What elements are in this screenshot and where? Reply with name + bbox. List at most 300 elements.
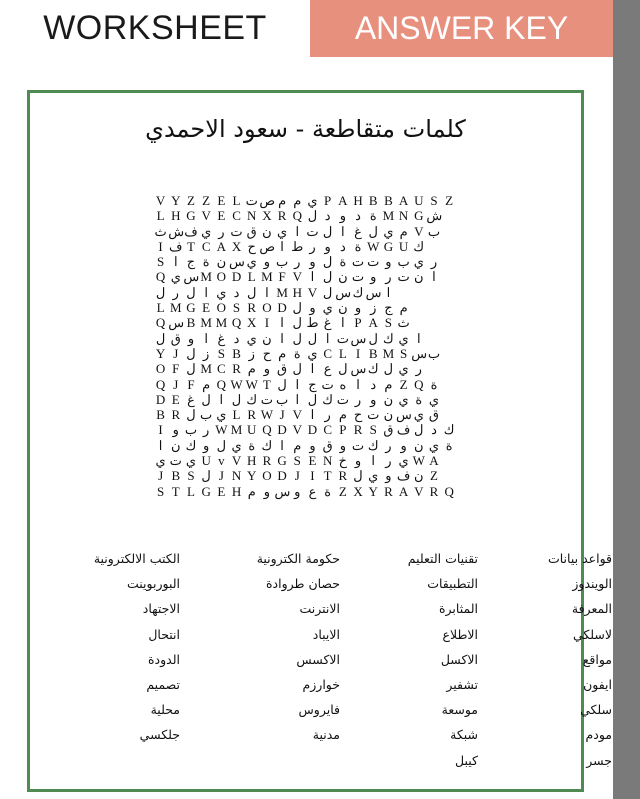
grid-cell: ل: [155, 284, 166, 300]
grid-cell: غ: [217, 330, 226, 346]
grid-cell: ن: [216, 254, 227, 270]
grid-cell: و: [370, 269, 377, 285]
word-list-item: الايباد: [312, 626, 340, 642]
grid-cell: ق: [383, 422, 394, 438]
grid-cell: W: [412, 453, 425, 469]
grid-cell: ق: [428, 407, 440, 423]
grid-cell: W: [367, 238, 380, 254]
grid-cell: ي: [246, 254, 257, 270]
grid-cell: S: [399, 345, 408, 361]
grid-cell: ل: [307, 330, 318, 346]
word-list-item: محلية: [150, 702, 180, 718]
grid-cell: ة: [415, 391, 423, 407]
grid-cell: N: [322, 453, 333, 469]
grid-cell: E: [217, 193, 226, 208]
grid-cell: د: [431, 422, 437, 438]
word-list-item: حكومة الكترونية: [256, 551, 340, 566]
grid-cell: G: [383, 238, 394, 254]
word-list: [40, 551, 612, 781]
grid-cell: C: [323, 345, 332, 361]
grid-cell: ا: [325, 330, 330, 346]
grid-cell: م: [278, 193, 287, 208]
grid-cell: ت: [169, 453, 182, 469]
word-list-item: تصميم: [146, 677, 180, 692]
grid-cell: V: [292, 407, 302, 423]
grid-cell: T: [323, 468, 332, 484]
grid-cell: ي: [216, 407, 227, 423]
grid-cell: M: [215, 315, 228, 331]
grid-cell: ن: [338, 269, 348, 285]
word-list-item: سلكي: [580, 702, 612, 718]
grid-cell: ل: [231, 391, 242, 407]
grid-cell: ة: [339, 254, 347, 270]
grid-cell: ل: [155, 330, 166, 346]
grid-cell: ل: [338, 361, 348, 377]
grid-cell: X: [231, 238, 242, 254]
grid-cell: D: [277, 300, 287, 316]
grid-cell: M: [261, 269, 273, 285]
grid-cell: ل: [292, 361, 302, 377]
grid-cell: M: [200, 269, 212, 285]
grid-cell: ك: [185, 437, 197, 453]
grid-cell: W: [215, 422, 228, 438]
grid-cell: م: [338, 407, 347, 423]
grid-cell: و: [294, 483, 301, 499]
grid-cell: س: [228, 254, 245, 270]
grid-cell: ي: [413, 254, 424, 270]
grid-cell: D: [277, 468, 287, 484]
grid-cell: م: [399, 300, 408, 316]
grid-cell: O: [262, 300, 272, 316]
grid-cell: A: [398, 193, 409, 208]
grid-cell: و: [309, 254, 316, 270]
grid-cell: P: [339, 422, 347, 438]
grid-cell: ج: [384, 300, 393, 316]
grid-cell: و: [309, 300, 316, 316]
grid-cell: س: [396, 407, 412, 423]
grid-cell: ك: [322, 391, 334, 407]
grid-cell: Q: [444, 483, 454, 499]
grid-cell: و: [354, 300, 362, 316]
grid-cell: س: [350, 330, 367, 346]
grid-cell: و: [339, 208, 346, 224]
grid-row: [153, 361, 457, 376]
grid-cell: ل: [292, 315, 302, 331]
grid-cell: M: [276, 284, 288, 300]
grid-cell: ف: [396, 468, 411, 484]
grid-row: [153, 468, 457, 483]
grid-cell: E: [202, 300, 211, 316]
grid-cell: ق: [170, 330, 181, 346]
grid-cell: R: [171, 407, 181, 423]
word-list-item: الانترنت: [299, 601, 340, 617]
grid-cell: D: [231, 269, 242, 285]
grid-cell: S: [156, 254, 165, 270]
grid-cell: ج: [308, 376, 317, 392]
word-list-item: الاجتهاد: [142, 601, 180, 617]
grid-cell: ي: [398, 361, 409, 377]
grid-cell: C: [217, 361, 226, 377]
grid-cell: ن: [414, 269, 424, 285]
grid-cell: O: [216, 300, 227, 316]
grid-cell: ل: [414, 422, 424, 438]
grid-cell: V: [292, 269, 302, 285]
grid-cell: ت: [306, 223, 319, 239]
grid-row: [153, 407, 457, 422]
grid-cell: ك: [413, 238, 425, 254]
grid-row: [153, 269, 457, 284]
grid-cell: ف: [396, 422, 411, 438]
grid-cell: ت: [397, 269, 410, 285]
grid-cell: ت: [321, 376, 334, 392]
grid-cell: ا: [356, 376, 360, 392]
grid-cell: ي: [413, 407, 424, 423]
grid-cell: ك: [443, 422, 455, 438]
worksheet-tab[interactable]: WORKSHEET: [0, 0, 310, 57]
grid-cell: م: [247, 361, 256, 377]
grid-cell: ج: [186, 254, 196, 270]
grid-row: [153, 239, 457, 254]
grid-cell: ر: [309, 238, 316, 254]
grid-cell: ا: [341, 315, 345, 331]
grid-row: [153, 315, 457, 330]
grid-cell: و: [263, 361, 271, 377]
grid-cell: ن: [414, 437, 424, 453]
grid-cell: ي: [398, 453, 409, 469]
grid-cell: I: [158, 422, 163, 438]
grid-cell: ة: [354, 238, 362, 254]
grid-cell: B: [232, 345, 241, 361]
grid-cell: ل: [383, 361, 394, 377]
grid-cell: G: [186, 208, 196, 224]
grid-cell: N: [247, 208, 257, 224]
grid-cell: و: [263, 254, 271, 270]
word-list-item: المثابرة: [438, 601, 478, 617]
grid-cell: Y: [155, 345, 166, 361]
grid-cell: ب: [275, 254, 289, 270]
grid-cell: ب: [397, 254, 410, 270]
word-list-item: مدنية: [312, 727, 340, 743]
grid-cell: W: [230, 376, 243, 392]
word-list-item: فايروس: [298, 702, 340, 718]
grid-cell: U: [398, 238, 409, 254]
grid-cell: v: [218, 453, 225, 469]
grid-cell: ا: [386, 284, 391, 300]
grid-cell: O: [155, 361, 166, 377]
grid-cell: ك: [352, 284, 364, 300]
grid-cell: ي: [231, 437, 242, 453]
grid-cell: R: [429, 483, 439, 499]
grid-cell: R: [232, 361, 241, 377]
grid-cell: غ: [323, 315, 332, 331]
grid-cell: Z: [338, 483, 347, 499]
grid-cell: ا: [310, 407, 315, 423]
grid-cell: L: [186, 483, 195, 499]
grid-cell: P: [324, 193, 332, 208]
grid-cell: ي: [428, 391, 440, 407]
grid-cell: خ: [338, 453, 348, 469]
grid-cell: ا: [341, 223, 345, 239]
grid-cell: V: [231, 453, 242, 469]
grid-cell: ت: [336, 391, 349, 407]
grid-cell: A: [338, 193, 348, 208]
grid-cell: ة: [324, 483, 332, 499]
grid-row: [153, 453, 457, 468]
grid-cell: ن: [383, 407, 394, 423]
grid-cell: ي: [185, 453, 197, 469]
grid-cell: ب: [184, 422, 198, 438]
grid-cell: ي: [428, 437, 440, 453]
grid-cell: F: [187, 376, 195, 392]
word-list-item: تشفير: [446, 677, 478, 692]
grid-cell: د: [355, 208, 361, 224]
grid-cell: ا: [204, 284, 208, 300]
grid-cell: X: [262, 208, 272, 224]
grid-cell: W: [245, 376, 258, 392]
grid-cell: B: [368, 193, 378, 208]
grid-cell: ل: [322, 254, 333, 270]
grid-cell: ب: [427, 345, 441, 361]
grid-cell: M: [382, 208, 395, 224]
word-list-item: موسعة: [441, 702, 478, 718]
grid-cell: G: [186, 300, 196, 316]
word-list-item: جسر: [586, 752, 612, 768]
grid-cell: B: [384, 193, 393, 208]
answer-key-tab[interactable]: ANSWER KEY: [310, 0, 613, 57]
word-list-item: التطبيقات: [427, 576, 478, 592]
grid-cell: R: [384, 483, 393, 499]
grid-cell: V: [307, 284, 318, 300]
grid-cell: F: [172, 361, 180, 377]
grid-cell: ك: [246, 391, 258, 407]
grid-cell: V: [292, 422, 302, 438]
grid-cell: D: [155, 391, 166, 407]
grid-cell: م: [247, 483, 256, 499]
grid-cell: ي: [398, 330, 409, 346]
word-list-item: الاكسل: [440, 651, 478, 667]
grid-cell: ت: [260, 391, 274, 407]
grid-cell: ش: [426, 208, 443, 224]
grid-cell: Z: [445, 193, 454, 208]
grid-cell: ق: [246, 223, 257, 239]
grid-cell: ت: [351, 437, 365, 453]
grid-cell: D: [307, 422, 318, 438]
grid-cell: L: [247, 269, 256, 285]
grid-cell: و: [400, 437, 407, 453]
grid-cell: I: [158, 238, 163, 254]
grid-cell: ن: [171, 437, 181, 453]
grid-cell: ك: [367, 361, 379, 377]
grid-cell: M: [382, 345, 395, 361]
grid-cell: ا: [295, 391, 300, 407]
grid-cell: ي: [307, 193, 318, 208]
grid-cell: و: [172, 422, 179, 438]
grid-row: [153, 346, 457, 361]
grid-cell: G: [277, 453, 287, 469]
grid-cell: ف: [169, 238, 183, 254]
grid-cell: J: [218, 468, 224, 484]
grid-cell: R: [353, 422, 363, 438]
grid-cell: ة: [369, 208, 377, 224]
word-list-item: ايفون: [583, 677, 612, 692]
grid-cell: L: [338, 345, 347, 361]
grid-cell: Q: [262, 422, 272, 438]
grid-cell: ع: [308, 483, 317, 499]
grid-cell: ث: [397, 315, 410, 331]
grid-cell: T: [171, 483, 180, 499]
grid-cell: S: [232, 300, 241, 316]
word-list-item: الاكسس: [296, 651, 340, 667]
grid-cell: M: [200, 315, 212, 331]
grid-cell: B: [171, 468, 181, 484]
grid-cell: J: [173, 376, 179, 392]
grid-cell: ف: [184, 223, 198, 239]
grid-row: [153, 224, 457, 239]
grid-cell: ك: [383, 330, 394, 346]
grid-row: [153, 285, 457, 300]
grid-row: [153, 208, 457, 223]
grid-cell: و: [187, 330, 195, 346]
grid-cell: ا: [173, 254, 178, 270]
word-list-item: جلكسي: [139, 727, 180, 743]
grid-cell: ا: [265, 284, 269, 300]
grid-cell: B: [368, 345, 378, 361]
grid-cell: ة: [202, 254, 210, 270]
grid-cell: ل: [186, 407, 196, 423]
grid-row: [153, 193, 457, 208]
grid-cell: س: [411, 345, 428, 361]
grid-cell: ي: [383, 223, 394, 239]
grid-cell: N: [398, 208, 409, 224]
grid-cell: ة: [248, 437, 256, 453]
grid-cell: ل: [186, 345, 196, 361]
grid-cell: ب: [200, 407, 213, 423]
grid-cell: S: [369, 422, 377, 438]
word-list-item: الاطلاع: [442, 626, 478, 642]
grid-cell: ي: [398, 391, 409, 407]
grid-cell: ن: [262, 223, 272, 239]
grid-cell: I: [310, 468, 315, 484]
grid-cell: غ: [187, 391, 195, 407]
grid-cell: G: [201, 483, 211, 499]
grid-cell: C: [323, 422, 332, 438]
grid-cell: V: [155, 193, 166, 208]
grid-cell: ر: [203, 422, 210, 438]
grid-cell: ك: [367, 437, 379, 453]
grid-cell: S: [217, 345, 225, 361]
grid-cell: Q: [231, 315, 242, 331]
grid-cell: J: [173, 345, 179, 361]
grid-cell: ا: [280, 437, 284, 453]
word-list-item: انتحال: [148, 626, 180, 642]
grid-cell: ت: [367, 254, 380, 270]
grid-cell: ز: [248, 345, 255, 361]
grid-cell: ي: [368, 468, 379, 484]
grid-cell: ه: [339, 376, 347, 392]
grid-cell: Y: [368, 483, 378, 499]
grid-cell: P: [354, 315, 362, 331]
grid-cell: و: [339, 437, 346, 453]
grid-cell: S: [156, 483, 165, 499]
grid-cell: م: [384, 376, 393, 392]
grid-cell: M: [200, 361, 212, 377]
grid-cell: ر: [294, 254, 301, 270]
grid-cell: L: [156, 300, 165, 316]
grid-cell: ة: [445, 437, 453, 453]
grid-cell: H: [292, 284, 302, 300]
grid-row: [153, 377, 457, 392]
puzzle-title: كلمات متقاطعة - سعود الاحمدي: [145, 115, 466, 143]
grid-cell: و: [385, 468, 392, 484]
grid-cell: E: [308, 453, 317, 469]
grid-cell: ش: [168, 223, 185, 239]
grid-cell: ا: [280, 330, 284, 346]
grid-cell: G: [414, 208, 424, 224]
grid-cell: Q: [414, 376, 424, 392]
grid-cell: د: [233, 330, 240, 346]
grid-cell: B: [186, 315, 196, 331]
grid-cell: O: [216, 269, 227, 285]
grid-cell: ر: [172, 284, 179, 300]
grid-cell: L: [232, 193, 241, 208]
grid-cell: U: [247, 422, 257, 438]
word-list-item: المعرفة: [571, 601, 612, 617]
grid-cell: S: [187, 468, 195, 484]
grid-cell: ر: [415, 361, 422, 377]
grid-cell: A: [429, 453, 439, 469]
grid-cell: ل: [201, 468, 211, 484]
grid-cell: ز: [203, 345, 210, 361]
grid-cell: V: [414, 223, 424, 239]
grid-row: [153, 484, 457, 499]
grid-cell: ت: [351, 254, 365, 270]
grid-cell: ح: [353, 407, 363, 423]
grid-cell: E: [171, 391, 180, 407]
grid-cell: ي: [170, 269, 181, 285]
grid-cell: H: [171, 208, 181, 224]
grid-cell: ر: [430, 254, 438, 270]
grid-cell: M: [170, 300, 182, 316]
grid-cell: ا: [416, 330, 421, 346]
word-list-item: الدودة: [148, 651, 180, 667]
grid-cell: ص: [259, 238, 276, 254]
grid-cell: B: [156, 407, 165, 423]
grid-cell: س: [350, 361, 367, 377]
grid-cell: ت: [351, 269, 365, 285]
grid-cell: H: [247, 453, 257, 469]
grid-cell: Y: [171, 193, 181, 208]
grid-cell: X: [353, 483, 363, 499]
grid-cell: R: [247, 407, 257, 423]
word-list-item: الويندوز: [572, 576, 612, 592]
grid-cell: ت: [245, 193, 258, 208]
grid-cell: ر: [324, 407, 331, 423]
grid-cell: و: [263, 483, 271, 499]
grid-cell: ق: [277, 361, 288, 377]
grid-cell: E: [217, 483, 226, 499]
word-list-item: خوارزم: [302, 677, 340, 692]
grid-cell: T: [262, 376, 271, 392]
grid-cell: د: [370, 376, 377, 392]
grid-cell: Q: [155, 315, 166, 331]
grid-cell: T: [186, 238, 195, 254]
grid-cell: ا: [295, 223, 300, 239]
grid-cell: ب: [427, 223, 441, 239]
grid-cell: س: [335, 284, 352, 300]
grid-cell: A: [216, 238, 227, 254]
grid-cell: S: [384, 315, 393, 331]
grid-cell: ت: [336, 330, 349, 346]
